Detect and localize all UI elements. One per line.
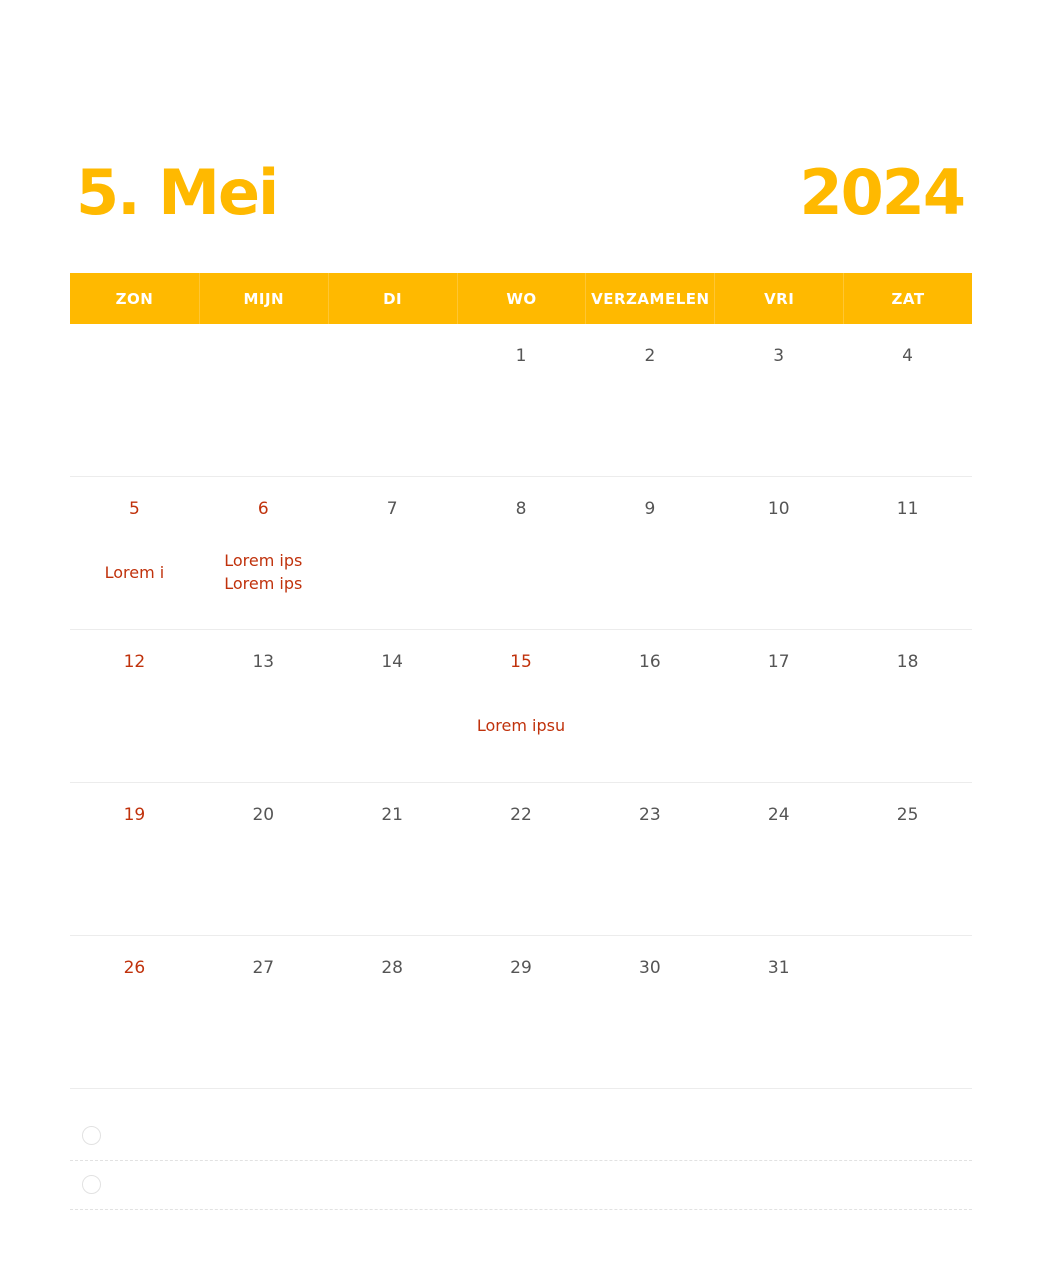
note-checkbox[interactable] bbox=[82, 1175, 101, 1194]
calendar-title-row bbox=[76, 150, 964, 240]
day-number: 30 bbox=[639, 958, 661, 978]
calendar-day[interactable] bbox=[457, 783, 586, 935]
day-number: 16 bbox=[639, 652, 661, 672]
calendar-day[interactable] bbox=[714, 936, 843, 1088]
day-number: 26 bbox=[123, 958, 146, 978]
day-number: 29 bbox=[510, 958, 532, 978]
calendar-day[interactable] bbox=[714, 477, 843, 629]
day-number: 25 bbox=[896, 805, 919, 825]
calendar-day[interactable] bbox=[328, 630, 457, 782]
note-line bbox=[70, 1161, 972, 1210]
weekday-sunday: ZON bbox=[115, 289, 154, 308]
calendar-day[interactable] bbox=[585, 936, 714, 1088]
calendar-week bbox=[70, 936, 972, 1089]
calendar-day[interactable] bbox=[585, 630, 714, 782]
weekday-thursday: VERZAMELEN bbox=[585, 273, 714, 324]
day-number: 3 bbox=[773, 346, 785, 366]
month-title: 5. Mei bbox=[76, 156, 278, 229]
note-line bbox=[70, 1112, 972, 1161]
day-number: 7 bbox=[386, 499, 398, 519]
day-number: 8 bbox=[515, 499, 527, 519]
day-number: 27 bbox=[252, 958, 275, 978]
calendar-empty-cell bbox=[70, 324, 199, 476]
calendar-week bbox=[70, 783, 972, 936]
day-number: 9 bbox=[644, 499, 656, 519]
calendar-day[interactable] bbox=[714, 324, 843, 476]
calendar-empty-cell bbox=[843, 936, 972, 1088]
calendar-event[interactable]: Lorem ips bbox=[224, 551, 303, 570]
calendar-day[interactable] bbox=[457, 630, 586, 782]
day-number: 18 bbox=[896, 652, 919, 672]
day-number: 19 bbox=[123, 805, 146, 825]
day-events bbox=[457, 690, 586, 760]
calendar-day[interactable] bbox=[457, 324, 586, 476]
calendar-day[interactable] bbox=[585, 477, 714, 629]
day-number: 15 bbox=[510, 652, 532, 672]
day-number: 14 bbox=[381, 652, 403, 672]
calendar-day[interactable] bbox=[843, 783, 972, 935]
day-number: 6 bbox=[257, 499, 269, 519]
note-checkbox[interactable] bbox=[82, 1126, 101, 1145]
calendar-weeks bbox=[70, 324, 972, 1089]
day-number: 31 bbox=[767, 958, 790, 978]
day-number: 1 bbox=[515, 346, 527, 366]
calendar-day[interactable] bbox=[199, 477, 328, 629]
calendar-day[interactable] bbox=[328, 936, 457, 1088]
calendar-day[interactable] bbox=[457, 477, 586, 629]
calendar-day[interactable] bbox=[328, 477, 457, 629]
calendar-empty-cell bbox=[328, 324, 457, 476]
calendar-day[interactable] bbox=[843, 630, 972, 782]
calendar-day[interactable] bbox=[328, 783, 457, 935]
calendar-event[interactable]: Lorem ipsu bbox=[476, 715, 566, 735]
day-number: 20 bbox=[252, 805, 275, 825]
calendar-week bbox=[70, 477, 972, 630]
calendar-empty-cell bbox=[199, 324, 328, 476]
calendar-event[interactable]: Lorem ips bbox=[224, 574, 303, 593]
day-number: 5 bbox=[129, 499, 140, 519]
day-number: 28 bbox=[381, 958, 403, 978]
day-number: 17 bbox=[767, 652, 790, 672]
day-number: 22 bbox=[510, 805, 532, 825]
day-number: 2 bbox=[644, 346, 656, 366]
day-number: 21 bbox=[381, 805, 403, 825]
calendar-day[interactable] bbox=[843, 324, 972, 476]
calendar-day[interactable] bbox=[714, 783, 843, 935]
day-number: 13 bbox=[252, 652, 275, 672]
calendar-day[interactable] bbox=[70, 477, 199, 629]
calendar-day[interactable] bbox=[457, 936, 586, 1088]
calendar-day[interactable] bbox=[70, 936, 199, 1088]
day-events bbox=[70, 537, 199, 607]
calendar-day[interactable] bbox=[199, 783, 328, 935]
weekday-saturday: ZAT bbox=[843, 273, 972, 324]
calendar-event[interactable]: Lorem i bbox=[104, 562, 165, 582]
weekday-friday: VRI bbox=[714, 273, 843, 324]
calendar-day[interactable] bbox=[199, 630, 328, 782]
day-number: 4 bbox=[902, 346, 913, 366]
calendar-day[interactable] bbox=[843, 477, 972, 629]
calendar-week bbox=[70, 630, 972, 783]
weekday-tuesday: DI bbox=[328, 273, 457, 324]
month-calendar bbox=[70, 273, 972, 1089]
calendar-day[interactable] bbox=[714, 630, 843, 782]
calendar-day[interactable] bbox=[585, 783, 714, 935]
day-number: 11 bbox=[896, 499, 919, 519]
day-events bbox=[199, 537, 328, 607]
year-title: 2024 bbox=[799, 156, 964, 229]
calendar-day[interactable] bbox=[70, 630, 199, 782]
weekday-header bbox=[70, 273, 972, 324]
notes-section bbox=[70, 1112, 972, 1210]
day-number: 10 bbox=[767, 499, 790, 519]
weekday-monday: MIJN bbox=[199, 273, 328, 324]
day-number: 24 bbox=[767, 805, 790, 825]
calendar-day[interactable] bbox=[70, 783, 199, 935]
day-number: 23 bbox=[639, 805, 661, 825]
calendar-day[interactable] bbox=[585, 324, 714, 476]
calendar-day[interactable] bbox=[199, 936, 328, 1088]
day-number: 12 bbox=[123, 652, 146, 672]
weekday-wednesday: WO bbox=[457, 273, 586, 324]
calendar-week bbox=[70, 324, 972, 477]
